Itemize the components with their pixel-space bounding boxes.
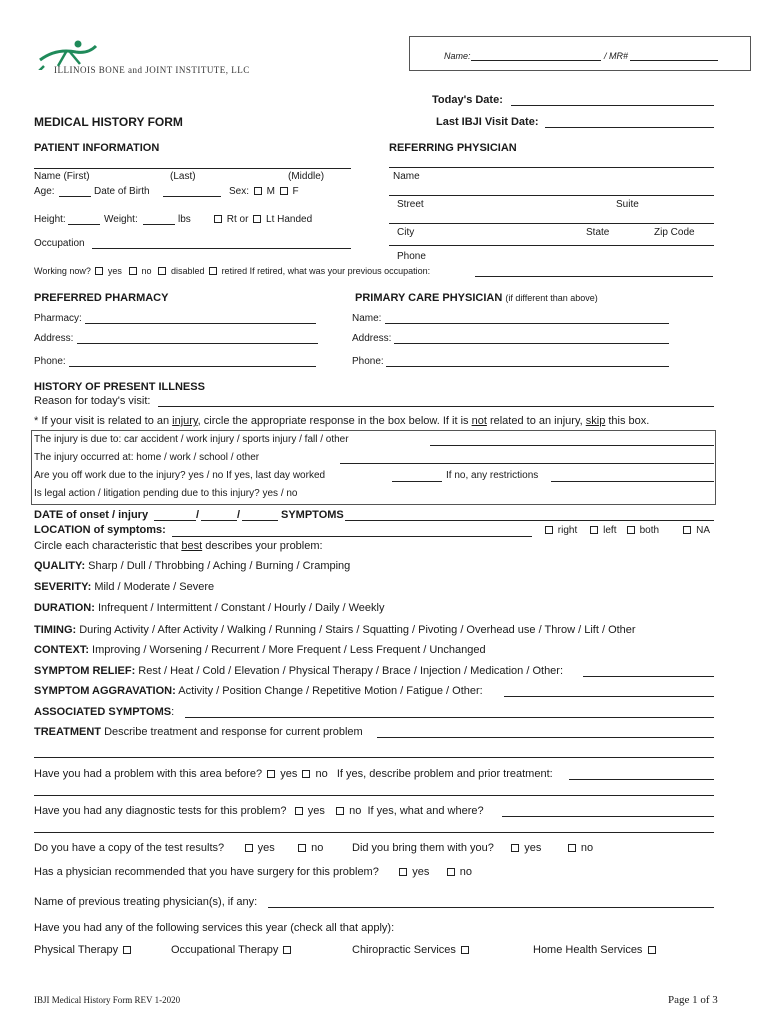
ref-phone-label: Phone <box>397 251 426 262</box>
height-field[interactable] <box>68 224 100 225</box>
weight-label: Weight: <box>104 214 138 225</box>
timing-row[interactable]: TIMING: During Activity / After Activity / Walking / Running / Stairs / Squatting / Pivoting / Overhead use / Throw / Lift / Other <box>34 624 636 636</box>
duration-row[interactable]: DURATION: Infrequent / Intermittent / Constant / Hourly / Daily / Weekly <box>34 602 385 614</box>
pcp-phone-field[interactable] <box>386 366 669 367</box>
bring-yes-checkbox[interactable] <box>511 844 519 852</box>
mr-field[interactable] <box>630 60 718 61</box>
reason-field[interactable] <box>158 406 714 407</box>
sex-group: Sex: M F <box>229 186 299 197</box>
quality-row[interactable]: QUALITY: Sharp / Dull / Throbbing / Aching / Burning / Cramping <box>34 560 351 572</box>
name-first-label: Name (First) <box>34 171 90 182</box>
surgery-yes-checkbox[interactable] <box>399 868 407 876</box>
symptoms-field[interactable] <box>345 520 714 521</box>
onset-day-field[interactable] <box>201 520 237 521</box>
ref-city-label: City <box>397 227 415 238</box>
service-physical-therapy[interactable]: Physical Therapy <box>34 944 133 956</box>
page-number: Page 1 of 3 <box>668 994 718 1006</box>
pcp-address-label: Address: <box>352 333 392 344</box>
pharmacy-phone-label: Phone: <box>34 356 66 367</box>
ibji-logo <box>36 38 276 78</box>
pcp-heading: PRIMARY CARE PHYSICIAN (if different than above) <box>355 292 598 304</box>
right-checkbox[interactable] <box>545 526 553 534</box>
dob-label: Date of Birth <box>94 186 150 197</box>
ref-state-label: State <box>586 227 610 238</box>
pcp-name-label: Name: <box>352 313 382 324</box>
form-title: MEDICAL HISTORY FORM <box>34 115 183 129</box>
service-chiropractic[interactable]: Chiropractic Services <box>352 944 471 956</box>
last-day-worked-field[interactable] <box>392 481 442 482</box>
ref-suite-label: Suite <box>616 199 639 210</box>
prior-yes-checkbox[interactable] <box>267 770 275 778</box>
working-no-checkbox[interactable] <box>129 267 137 275</box>
name-middle-label: (Middle) <box>288 171 325 182</box>
legal-action-row[interactable]: Is legal action / litigation pending due to this injury? yes / no <box>34 488 298 499</box>
both-checkbox[interactable] <box>627 526 635 534</box>
retired-checkbox[interactable] <box>209 267 217 275</box>
working-yes-checkbox[interactable] <box>95 267 103 275</box>
previous-physician-label: Name of previous treating physician(s), if any: <box>34 896 258 908</box>
prior-treatment-field-2[interactable] <box>34 795 714 796</box>
onset-slash-2: / <box>237 509 241 521</box>
name-field[interactable] <box>471 60 601 61</box>
working-now-row: Working now? yes no disabled retired If retired, what was your previous occupation: <box>34 266 431 276</box>
todays-date-label: Today's Date: <box>432 94 503 106</box>
symptoms-label: SYMPTOMS <box>281 509 344 521</box>
sex-m-checkbox[interactable] <box>254 187 262 195</box>
prior-problem-row: Have you had a problem with this area before? yes no If yes, describe problem and prior treatment: <box>34 768 553 780</box>
logo-text: ILLINOIS BONE and JOINT INSTITUTE, LLC <box>54 65 250 75</box>
ref-city-field[interactable] <box>389 223 714 224</box>
previous-physician-field[interactable] <box>268 907 714 908</box>
pharmacy-label: Pharmacy: <box>34 313 82 324</box>
services-label: Have you had any of the following services this year (check all that apply): <box>34 922 395 934</box>
injury-due-row[interactable]: The injury is due to: car accident / work injury / sports injury / fall / other <box>34 434 349 445</box>
last-visit-label: Last IBJI Visit Date: <box>436 116 539 128</box>
occupational-therapy-checkbox[interactable] <box>283 946 291 954</box>
pharmacy-field[interactable] <box>85 323 316 324</box>
todays-date-field[interactable] <box>511 105 714 106</box>
disabled-checkbox[interactable] <box>158 267 166 275</box>
left-handed-checkbox[interactable] <box>253 215 261 223</box>
tests-yes-checkbox[interactable] <box>295 807 303 815</box>
associated-field[interactable] <box>185 717 714 718</box>
dob-field[interactable] <box>163 196 221 197</box>
height-label: Height: <box>34 214 66 225</box>
ref-street-field[interactable] <box>389 195 714 196</box>
bring-no-checkbox[interactable] <box>568 844 576 852</box>
treatment-row: TREATMENT Describe treatment and response for current problem <box>34 726 363 738</box>
patient-name-field[interactable] <box>34 168 351 169</box>
circle-instruction: Circle each characteristic that best describes your problem: <box>34 540 323 552</box>
pcp-address-field[interactable] <box>394 343 669 344</box>
occupation-field[interactable] <box>92 248 351 249</box>
onset-month-field[interactable] <box>154 520 196 521</box>
side-group: right left both NA <box>543 525 710 536</box>
left-checkbox[interactable] <box>590 526 598 534</box>
injury-other-field[interactable] <box>430 445 714 446</box>
severity-row[interactable]: SEVERITY: Mild / Moderate / Severe <box>34 581 215 593</box>
ref-zip-label: Zip Code <box>654 227 695 238</box>
treatment-field[interactable] <box>377 737 714 738</box>
aggravation-row[interactable]: SYMPTOM AGGRAVATION: Activity / Position Change / Repetitive Motion / Fatigue / Other: <box>34 685 483 697</box>
associated-row: ASSOCIATED SYMPTOMS: <box>34 706 175 718</box>
copy-no-checkbox[interactable] <box>298 844 306 852</box>
restrictions-label: If no, any restrictions <box>446 470 539 481</box>
home-health-checkbox[interactable] <box>648 946 656 954</box>
mr-label: / MR# <box>604 51 629 61</box>
tests-row: Have you had any diagnostic tests for this problem? yes no If yes, what and where? <box>34 805 484 817</box>
last-visit-field[interactable] <box>545 127 714 128</box>
treatment-field-2[interactable] <box>34 757 714 758</box>
tests-where-field[interactable] <box>502 816 714 817</box>
pharmacy-phone-field[interactable] <box>69 366 316 367</box>
pharmacy-address-label: Address: <box>34 333 74 344</box>
off-work-row[interactable]: Are you off work due to the injury? yes / no If yes, last day worked <box>34 470 326 481</box>
relief-other-field[interactable] <box>583 676 714 677</box>
onset-label: DATE of onset / injury <box>34 509 149 521</box>
restrictions-field[interactable] <box>551 481 714 482</box>
name-last-label: (Last) <box>170 171 196 182</box>
tests-no-checkbox[interactable] <box>336 807 344 815</box>
handed-group: Rt or Lt Handed <box>212 214 312 225</box>
age-label: Age: <box>34 186 55 197</box>
injury-occurred-row[interactable]: The injury occurred at: home / work / school / other <box>34 452 260 463</box>
pcp-name-field[interactable] <box>385 323 669 324</box>
onset-slash-1: / <box>196 509 200 521</box>
pcp-phone-label: Phone: <box>352 356 384 367</box>
reason-label: Reason for today's visit: <box>34 395 151 407</box>
occurred-other-field[interactable] <box>340 463 714 464</box>
patient-info-heading: PATIENT INFORMATION <box>34 142 160 154</box>
lbs-label: lbs <box>178 214 191 225</box>
aggravation-other-field[interactable] <box>504 696 714 697</box>
surgery-row: Has a physician recommended that you have surgery for this problem? yes no <box>34 866 472 878</box>
pharmacy-address-field[interactable] <box>77 343 318 344</box>
location-field[interactable] <box>172 536 532 537</box>
sex-f-checkbox[interactable] <box>280 187 288 195</box>
copy-results-row: Do you have a copy of the test results? yes no <box>34 842 324 854</box>
right-handed-checkbox[interactable] <box>214 215 222 223</box>
injury-note: * If your visit is related to an injury, circle the appropriate response in the box below. If it is not related to an injury, skip this box. <box>34 415 650 427</box>
age-field[interactable] <box>59 196 91 197</box>
location-label: LOCATION of symptoms: <box>34 524 166 536</box>
prior-no-checkbox[interactable] <box>302 770 310 778</box>
occupation-label: Occupation <box>34 238 85 249</box>
prior-treatment-field[interactable] <box>569 779 714 780</box>
ref-name-field[interactable] <box>389 167 714 168</box>
service-occupational-therapy[interactable]: Occupational Therapy <box>171 944 293 956</box>
previous-occupation-field[interactable] <box>475 276 713 277</box>
relief-row[interactable]: SYMPTOM RELIEF: Rest / Heat / Cold / Elevation / Physical Therapy / Brace / Injection / Medication / Other: <box>34 665 564 677</box>
onset-year-field[interactable] <box>242 520 278 521</box>
chiropractic-checkbox[interactable] <box>461 946 469 954</box>
na-checkbox[interactable] <box>683 526 691 534</box>
ref-street-label: Street <box>397 199 424 210</box>
hpi-heading: HISTORY OF PRESENT ILLNESS <box>34 381 205 393</box>
surgery-no-checkbox[interactable] <box>447 868 455 876</box>
name-label: Name: <box>444 51 471 61</box>
pharmacy-heading: PREFERRED PHARMACY <box>34 292 169 304</box>
referring-heading: REFERRING PHYSICIAN <box>389 142 517 154</box>
copy-yes-checkbox[interactable] <box>245 844 253 852</box>
service-home-health[interactable]: Home Health Services <box>533 944 658 956</box>
context-row[interactable]: CONTEXT: Improving / Worsening / Recurrent / More Frequent / Less Frequent / Unchanged <box>34 644 486 656</box>
weight-field[interactable] <box>143 224 175 225</box>
form-revision: IBJI Medical History Form REV 1-2020 <box>34 995 181 1005</box>
physical-therapy-checkbox[interactable] <box>123 946 131 954</box>
bring-row: Did you bring them with you? yes no <box>352 842 594 854</box>
ref-name-label: Name <box>393 171 420 182</box>
tests-where-field-2[interactable] <box>34 832 714 833</box>
ref-phone-field[interactable] <box>389 245 714 246</box>
